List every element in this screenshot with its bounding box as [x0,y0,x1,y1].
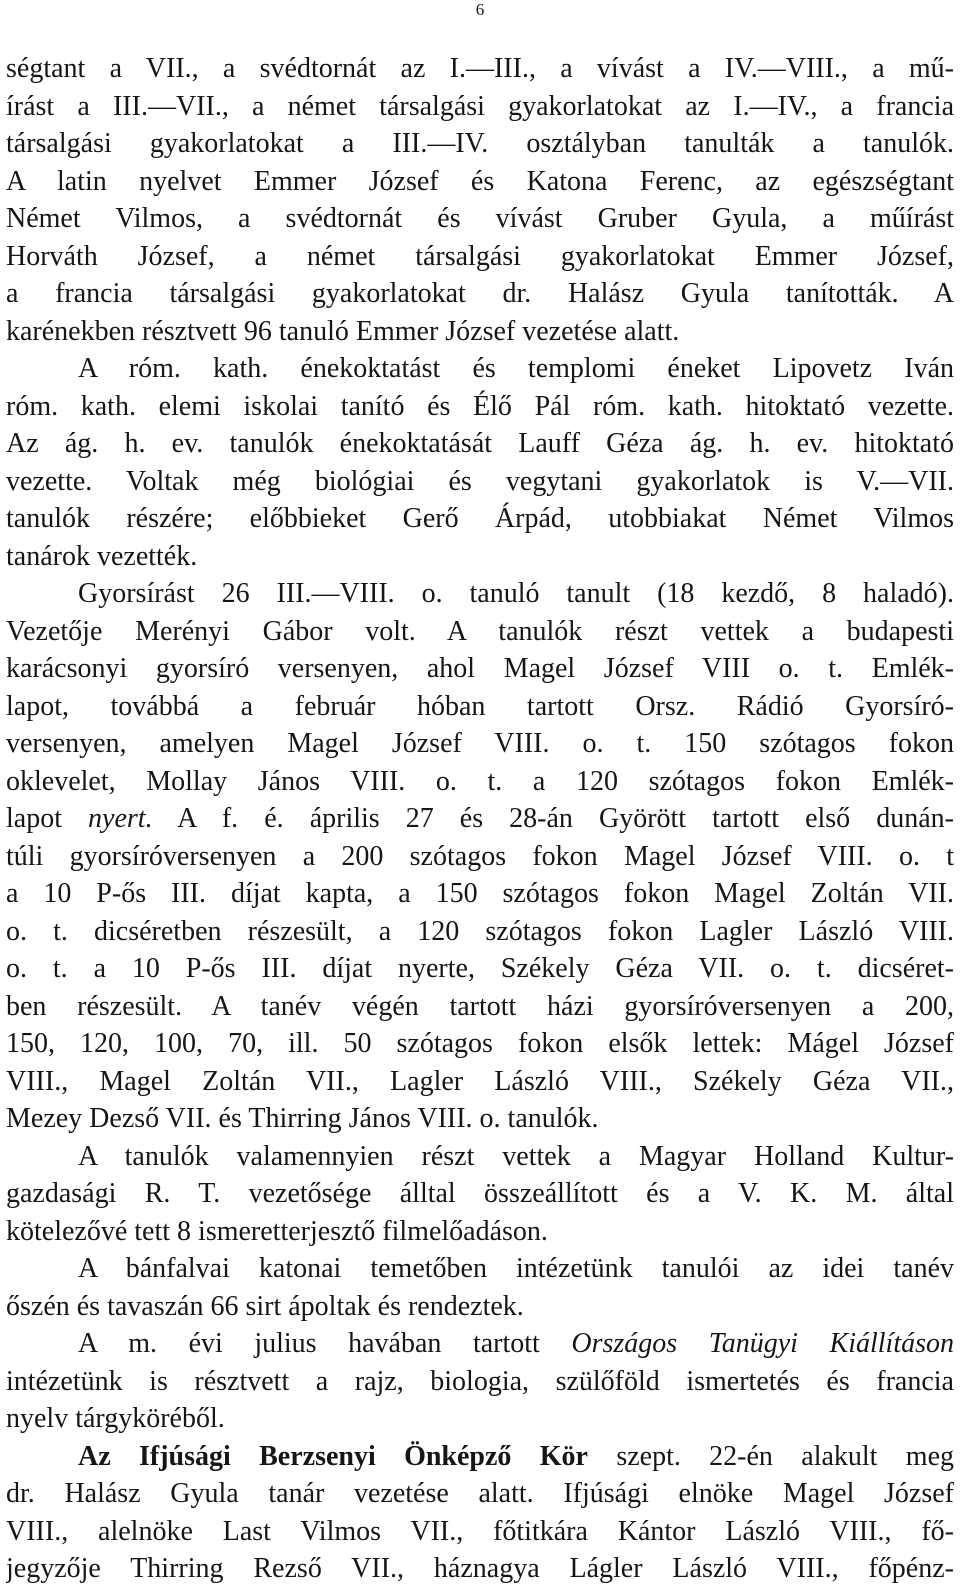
page-number: 6 [475,0,485,19]
text-segment: őszén és tavaszán 66 sirt ápoltak és rendeztek. [6,1290,524,1322]
text-segment: A róm. kath. énekoktatást és templomi éneket Lipovetz Iván [78,353,954,384]
text-line [6,950,954,988]
text-segment: Gyorsírást 26 III.—VIII. o. tanuló tanult (18 kezdő, 8 haladó). [78,578,954,609]
text-line [6,1475,954,1513]
text-segment: oklevelet, Mollay János VIII. o. t. a 120 szótagos fokon Emlék- [6,765,954,797]
text-segment: ségtant a VII., a svédtornát az I.—III., a vívást a IV.—VIII., a mű- [6,53,954,84]
text-segment: A tanulók valamennyien részt vettek a Magyar Holland Kultur- [78,1140,954,1172]
text-line [6,650,954,688]
text-segment: vezette. Voltak még biológiai és vegytani gyakorlatok is V.—VII. [6,465,954,497]
text-segment: Az ág. h. ev. tanulók énekoktatását Lauff Géza ág. h. ev. hitoktató [6,428,954,459]
text-line [6,575,954,613]
text-segment: jegyzője Thirring Rezső VII., háznagya Lágler László VIII., főpénz- [6,1553,954,1584]
text-segment: lapot [6,803,89,834]
text-line [6,1513,954,1551]
text-line [6,838,954,876]
document-body [6,50,954,1588]
text-segment: a 10 P-ős III. díjat kapta, a 150 szótagos fokon Magel Zoltán VII. [6,878,954,909]
text-segment: Vezetője Merényi Gábor volt. A tanulók részt vettek a budapesti [6,615,954,647]
text-segment: Mezey Dezső VII. és Thirring János VIII. o. tanulók. [6,1103,599,1134]
text-line [6,125,954,163]
text-line [6,388,954,426]
text-line [6,1100,954,1138]
text-segment: A f. é. április 27 és 28-án Györött tartott első dunán- [152,803,954,834]
text-segment: 150, 120, 100, 70, ill. 50 szótagos fokon elsők lettek: Mágel József [6,1028,954,1059]
text-segment: A bánfalvai katonai temetőben intézetünk tanulói az idei tanév [78,1253,954,1284]
text-line [6,1213,954,1251]
text-line [6,725,954,763]
text-line [6,313,954,351]
text-segment: a francia társalgási gyakorlatokat dr. Halász Gyula tanították. A [6,278,954,309]
text-segment: A m. évi julius havában tartott [78,1328,572,1359]
text-segment: írást a III.—VII., a német társalgási gyakorlatokat az I.—IV., a francia [6,90,954,122]
text-line [6,238,954,276]
text-line [6,613,954,651]
text-segment-bold: Az Ifjúsági Berzsenyi Önképző Kör [78,1440,588,1472]
text-segment: dr. Halász Gyula tanár vezetése alatt. Ifjúsági elnöke Magel József [6,1478,954,1509]
text-segment: versenyen, amelyen Magel József VIII. o. t. 150 szótagos fokon [6,728,954,759]
text-line [6,913,954,951]
text-segment: intézetünk is résztvett a rajz, biologia, szülőföld ismertetés és francia [6,1365,954,1397]
text-line [6,163,954,201]
text-line [6,1175,954,1213]
text-segment: karénekben résztvett 96 tanuló Emmer József vezetése alatt. [6,315,680,347]
text-segment-italic: Országos Tanügyi Kiállításon [571,1328,954,1359]
text-segment: A latin nyelvet Emmer József és Katona Ferenc, az egészségtant [6,165,954,197]
text-segment: tanárok vezették. [6,540,198,572]
text-segment: Horváth József, a német társalgási gyakorlatokat Emmer József, [6,240,954,272]
text-line [6,1438,954,1476]
text-line [6,1250,954,1288]
text-line [6,1550,954,1588]
text-line [6,500,954,538]
text-segment: o. t. a 10 P-ős III. díjat nyerte, Székely Géza VII. o. t. dicséret- [6,953,954,984]
text-line [6,1063,954,1101]
text-line [6,875,954,913]
text-segment: túli gyorsíróversenyen a 200 szótagos fokon Magel József VIII. o. t [6,840,954,872]
text-segment: karácsonyi gyorsíró versenyen, ahol Magel József VIII o. t. Emlék- [6,653,954,684]
text-line [6,200,954,238]
text-segment: tanulók részére; előbbieket Gerő Árpád, utobbiakat Német Vilmos [6,503,954,534]
text-line [6,1138,954,1176]
text-segment: róm. kath. elemi iskolai tanító és Élő Pál róm. kath. hitoktató vezette. [6,390,954,422]
text-line [6,463,954,501]
text-line [6,688,954,726]
text-segment: ben részesült. A tanév végén tartott házi gyorsíróversenyen a 200, [6,990,954,1022]
text-line [6,350,954,388]
text-segment: nyelv tárgyköréből. [6,1403,225,1434]
text-line [6,763,954,801]
text-line [6,538,954,576]
text-segment: Német Vilmos, a svédtornát és vívást Gruber Gyula, a műírást [6,203,954,234]
text-segment: o. t. dicséretben részesült, a 120 szótagos fokon Lagler László VIII. [6,915,954,947]
text-line [6,1025,954,1063]
text-line [6,1363,954,1401]
text-segment: gazdasági R. T. vezetősége álltal összeállított és a V. K. M. által [6,1178,954,1209]
text-line [6,50,954,88]
text-segment: társalgási gyakorlatokat a III.—IV. osztályban tanulták a tanulók. [6,128,954,159]
text-segment: VIII., alelnöke Last Vilmos VII., főtitkára Kántor László VIII., fő- [6,1515,954,1547]
text-line [6,988,954,1026]
text-line [6,425,954,463]
text-segment: VIII., Magel Zoltán VII., Lagler László VIII., Székely Géza VII., [6,1065,954,1097]
text-line [6,275,954,313]
text-segment: kötelezővé tett 8 ismeretterjesztő filmelőadáson. [6,1215,548,1247]
text-line [6,88,954,126]
text-line [6,1400,954,1438]
text-segment: lapot, továbbá a február hóban tartott Orsz. Rádió Gyorsíró- [6,690,954,722]
text-segment: szept. 22-én alakult meg [587,1440,954,1472]
text-line [6,1288,954,1326]
text-line [6,1325,954,1363]
text-segment-italic: nyert. [88,803,153,834]
text-line [6,800,954,838]
